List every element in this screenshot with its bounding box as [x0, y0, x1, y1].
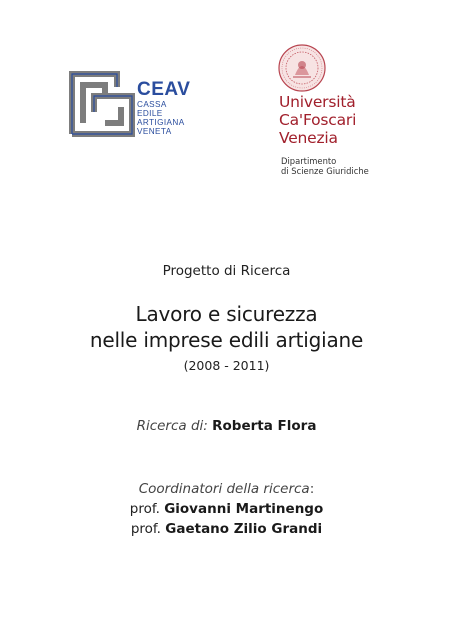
research-by — [0, 418, 453, 434]
department-line: di Scienze Giuridiche — [281, 166, 369, 176]
department-line: Dipartimento — [281, 156, 337, 166]
coordinator-title: prof. — [130, 521, 161, 537]
document-title-line: nelle imprese edili artigiane — [89, 328, 364, 352]
coordinators-heading: Coordinatori della ricerca: — [138, 481, 315, 497]
coordinator-name: Giovanni Martinengo — [164, 501, 324, 517]
project-years: (2008 - 2011) — [183, 358, 270, 373]
coordinators-label: Coordinatori della ricerca — [138, 481, 310, 497]
university-name-line: Venezia — [279, 129, 338, 147]
document-title-line: Lavoro e sicurezza — [135, 302, 318, 326]
ceav-logo-mark — [69, 71, 135, 137]
ceav-subtitle-line: CASSA — [137, 100, 167, 109]
coordinator-line — [0, 501, 453, 517]
university-seal-icon — [277, 43, 327, 93]
ceav-subtitle-line: EDILE — [137, 109, 163, 118]
researcher-name: Roberta Flora — [212, 418, 317, 434]
university-name-line: Università — [279, 93, 356, 111]
university-name-line: Ca'Foscari — [279, 111, 357, 129]
ceav-subtitle-line: VENETA — [137, 127, 172, 136]
project-label: Progetto di Ricerca — [162, 263, 291, 279]
coordinator-line — [0, 521, 453, 537]
coordinator-title: prof. — [129, 501, 160, 517]
research-prefix: Ricerca di: — [136, 418, 208, 434]
ceav-logo-name: CEAV — [137, 79, 191, 100]
ceav-subtitle-line: ARTIGIANA — [137, 118, 185, 127]
coordinator-name: Gaetano Zilio Grandi — [165, 521, 323, 537]
